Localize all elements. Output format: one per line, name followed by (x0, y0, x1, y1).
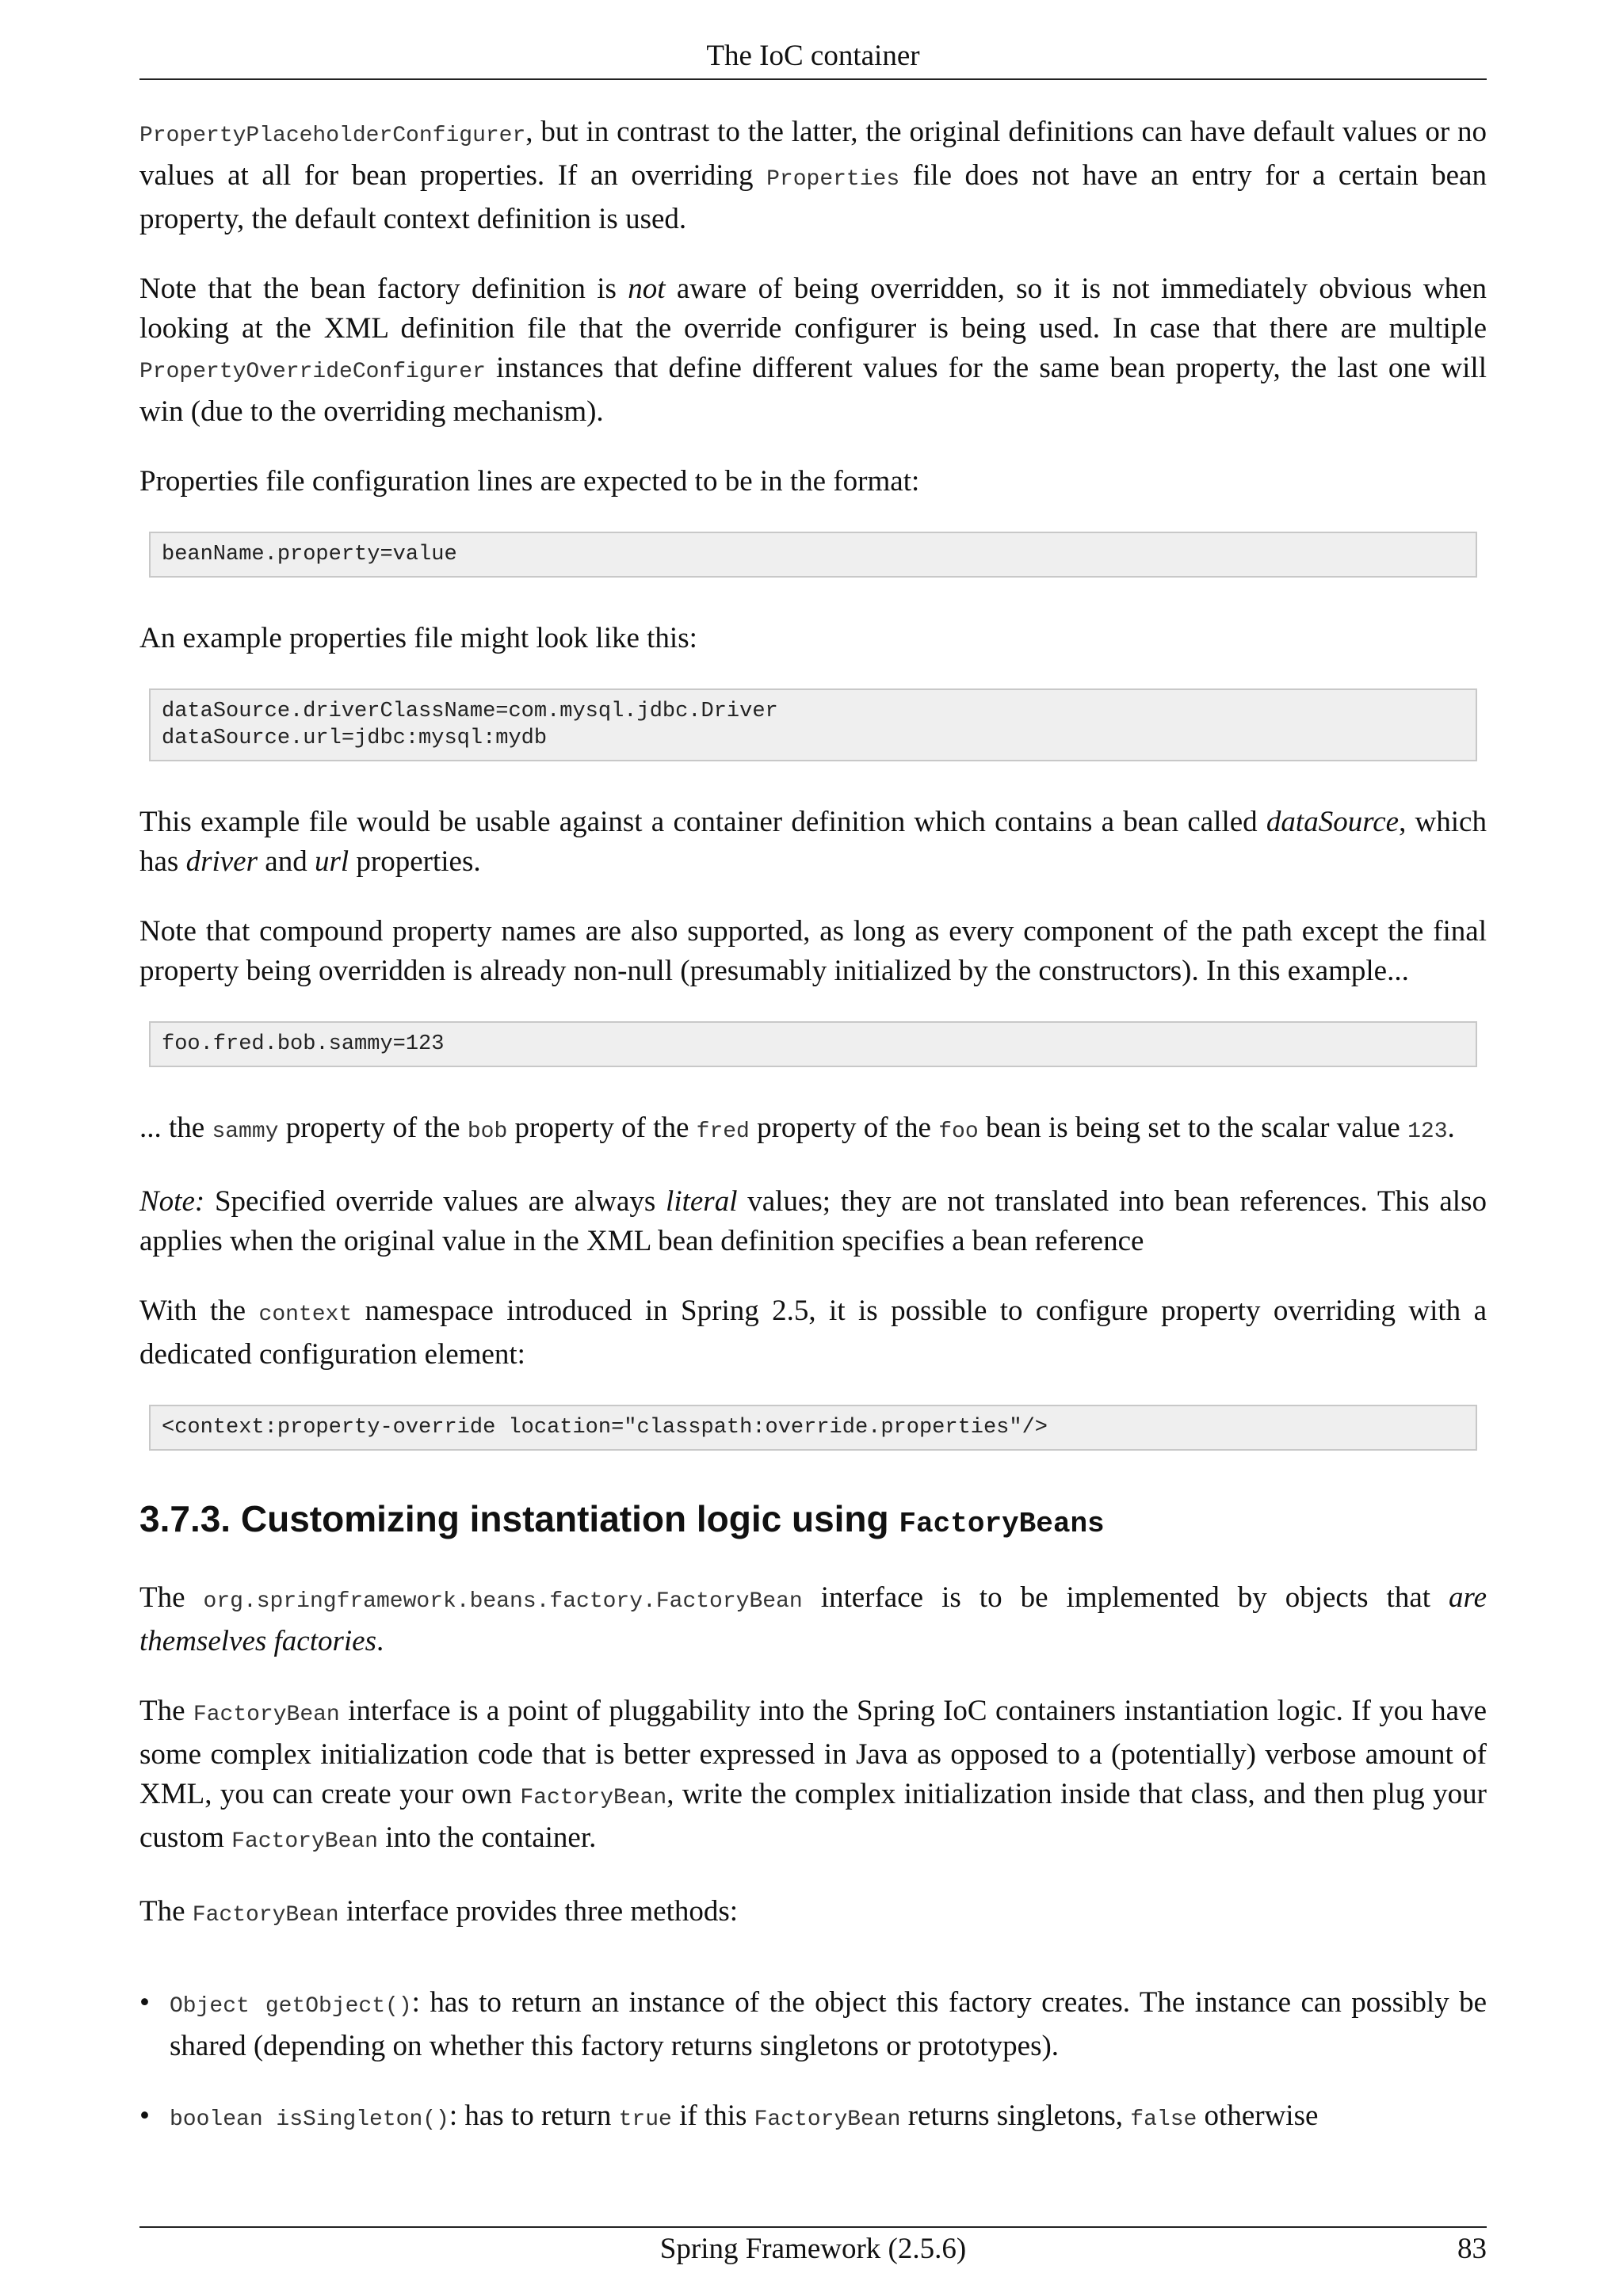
paragraph: The org.springframework.beans.factory.FactoryBean interface is to be implemented by objects that are themselves factories. (139, 1581, 1487, 1657)
page-body (139, 113, 1487, 2170)
inline-code: FactoryBean (754, 2107, 901, 2132)
bullet-icon: • (139, 2100, 150, 2132)
inline-code: Properties (766, 167, 900, 192)
inline-code: Object getObject() (170, 1994, 412, 2019)
inline-code: foo (938, 1119, 979, 1144)
inline-code: fred (696, 1119, 750, 1144)
inline-code: FactoryBean (192, 1903, 339, 1928)
bullet-icon: • (139, 1986, 150, 2019)
code-block: dataSource.driverClassName=com.mysql.jdbc.Driver dataSource.url=jdbc:mysql:mydb (149, 688, 1477, 761)
inline-code: FactoryBean (193, 1703, 340, 1727)
footer-title: Spring Framework (2.5.6) (659, 2233, 967, 2265)
inline-code: bob (467, 1119, 508, 1144)
inline-code: sammy (212, 1119, 279, 1144)
list-item: • boolean isSingleton(): has to return true if this FactoryBean returns singletons, false otherwise (139, 2096, 1487, 2140)
paragraph: With the context namespace introduced in Spring 2.5, it is possible to configure property overriding with a dedicated configuration element: (139, 1295, 1487, 1371)
inline-code: false (1130, 2107, 1197, 2132)
inline-code: 123 (1407, 1119, 1448, 1144)
section-heading: 3.7.3. Customizing instantiation logic using FactoryBeans (139, 1498, 1105, 1540)
code-block: <context:property-override location="classpath:override.properties"/> (149, 1405, 1477, 1451)
running-footer (139, 2229, 1487, 2269)
running-header (139, 36, 1487, 76)
paragraph: The FactoryBean interface provides three methods: (139, 1895, 739, 1928)
paragraph: Note that compound property names are also supported, as long as every component of the path except the final property being overridden is already non-null (presumably initialized by the constructors). In this example... (139, 915, 1487, 987)
list-item: • Object getObject(): has to return an instance of the object this factory creates. The instance can possibly be shared (depending on whether this factory returns singletons or prototypes). (139, 1983, 1487, 2066)
header-title: The IoC container (706, 40, 920, 72)
footer-rule (139, 2226, 1487, 2228)
paragraph: ... the sammy property of the bob property of the fred property of the foo bean is being set to the scalar value 123. (139, 1112, 1455, 1144)
inline-code: org.springframework.beans.factory.FactoryBean (203, 1589, 803, 1614)
inline-code: PropertyPlaceholderConfigurer (139, 124, 526, 148)
inline-code: FactoryBean (520, 1786, 667, 1810)
inline-code: true (618, 2107, 672, 2132)
inline-code: PropertyOverrideConfigurer (139, 360, 486, 384)
paragraph: The FactoryBean interface is a point of pluggability into the Spring IoC containers instantiation logic. If you have some complex initialization code that is better expressed in Java as opposed to a (potentially) verbose amount of XML, you can create your own FactoryBean, write the complex initialization inside that class, and then plug your custom FactoryBean into the container. (139, 1695, 1487, 1854)
paragraph: Note that the bean factory definition is not aware of being overridden, so it is not immediately obvious when looking at the XML definition file that the override configurer is being used. In case that there are multiple PropertyOverrideConfigurer instances that define different values for the same bean property, the last one will win (due to the overriding mechanism). (139, 273, 1487, 428)
paragraph: Properties file configuration lines are expected to be in the format: (139, 465, 920, 498)
paragraph: PropertyPlaceholderConfigurer, but in contrast to the latter, the original definitions can have default values or no values at all for bean properties. If an overriding Properties file does not have an entry for a certain bean property, the default context definition is used. (139, 116, 1487, 235)
paragraph: An example properties file might look like this: (139, 622, 697, 654)
header-rule (139, 78, 1487, 80)
code-block: beanName.property=value (149, 532, 1477, 578)
inline-code: boolean isSingleton() (170, 2107, 449, 2132)
inline-code: FactoryBean (231, 1829, 378, 1854)
inline-code: context (258, 1302, 353, 1327)
methods-list (139, 1983, 1487, 2140)
page-number: 83 (1457, 2233, 1487, 2265)
paragraph: This example file would be usable against a container definition which contains a bean called dataSource, which has driver and url properties. (139, 806, 1487, 878)
code-block: foo.fred.bob.sammy=123 (149, 1021, 1477, 1067)
paragraph: Note: Specified override values are always literal values; they are not translated into bean references. This also applies when the original value in the XML bean definition specifies a bean reference (139, 1185, 1487, 1257)
